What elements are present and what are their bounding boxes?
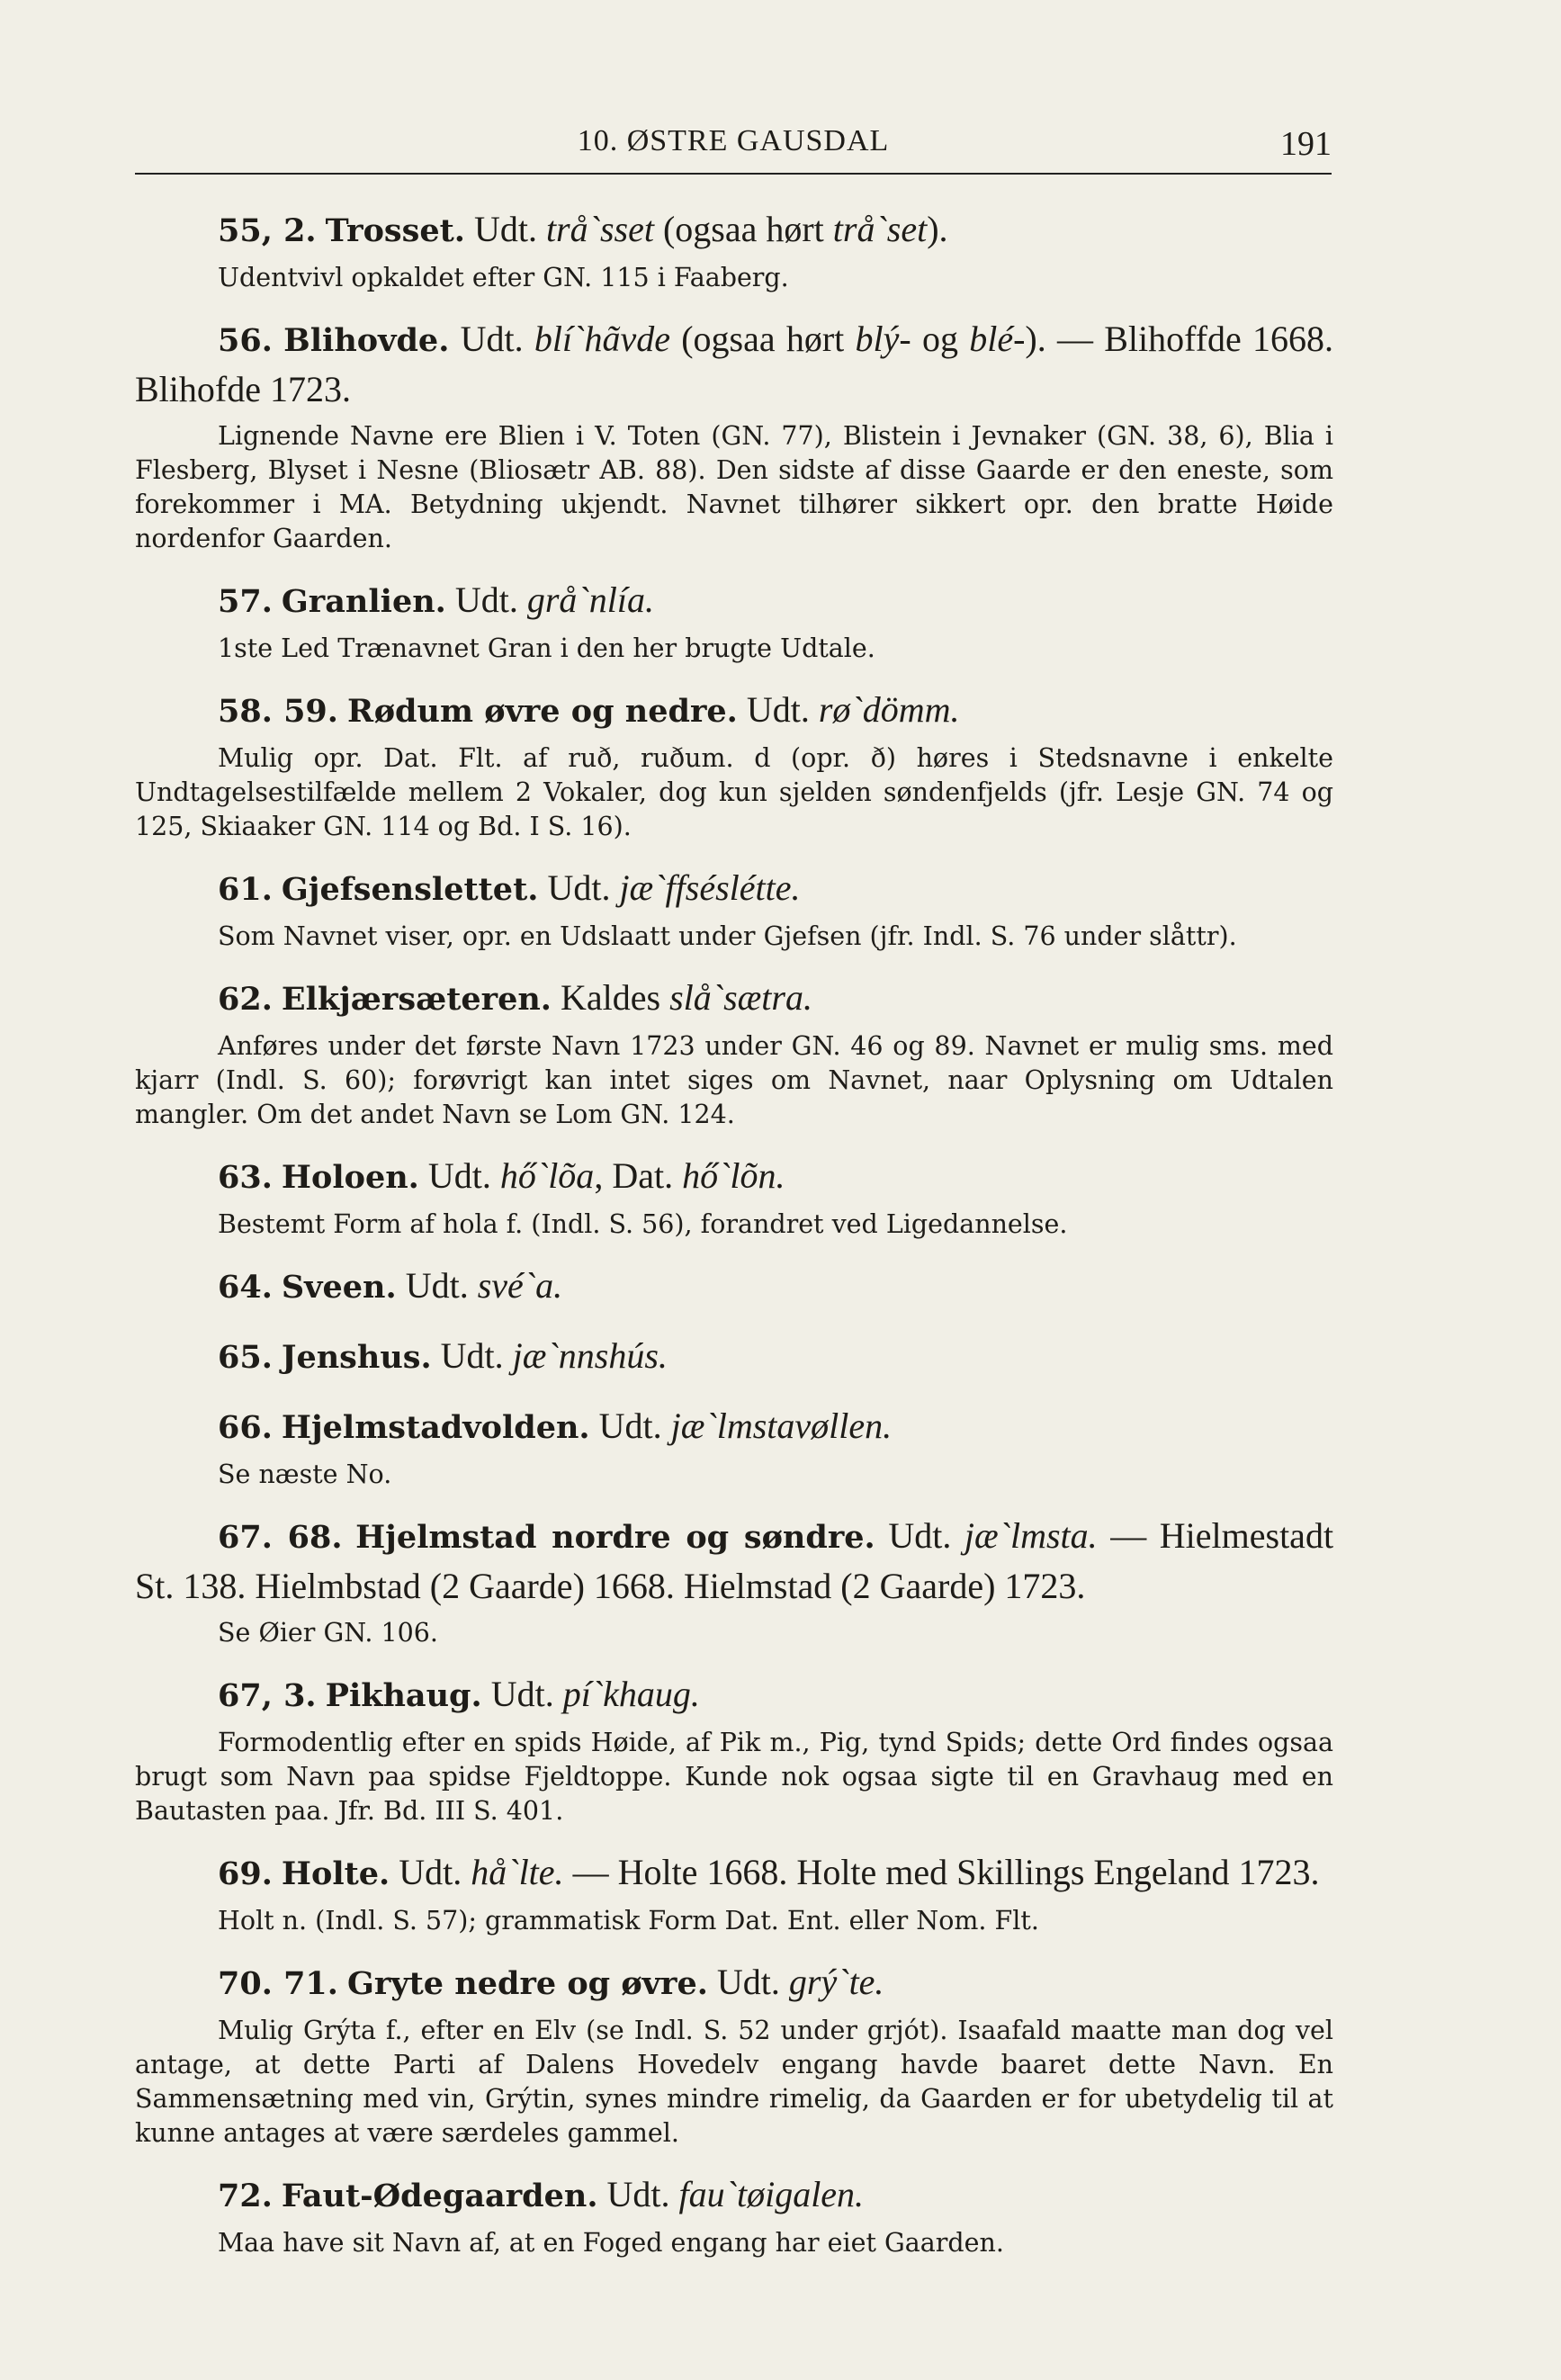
entry-58-59 xyxy=(135,686,1333,844)
entry-note: Mulig Grýta f., efter en Elv (se Indl. S. 52 under grjót). Isaafald maatte man dog vel antage, at dette Parti af Dalens Hovedelv engang havde baaret dette Navn. En Sammensætning med vin, Grýtin, synes mindre rimelig, da Gaarden er for ubetydelig til at kunne antages at være særdeles gammel. xyxy=(135,2016,1333,2148)
udt-label: Udt. xyxy=(473,209,537,249)
entry-note: Anføres under det første Navn 1723 under GN. 46 og 89. Navnet er mulig sms. med kjarr (Indl. S. 60); forøvrigt kan intet siges om Navnet, naar Oplysning om Udtalen mangler. Om det andet Navn se Lom GN. 124. xyxy=(135,1031,1333,1129)
pronunciation: jæ`lmstavøllen. xyxy=(670,1406,893,1446)
pronunciation: blé- xyxy=(969,319,1026,359)
udt-label: Udt. xyxy=(405,1265,469,1306)
entry-text: — Holte 1668. Holte med Skillings Engeland 1723. xyxy=(563,1852,1320,1892)
entry-note: Som Navnet viser, opr. en Udslaatt under Gjefsen (jfr. Indl. S. 76 under slåttr). xyxy=(218,921,1237,951)
pronunciation: grý`te. xyxy=(788,1962,884,2002)
entry-number: 61. xyxy=(218,871,273,908)
pronunciation: jæ`ffséslétte. xyxy=(619,867,801,908)
entry-text: — Hielmestadt St. 138. Hielmbstad (2 Gaarde) 1668. Hielmstad (2 Gaarde) 1723. xyxy=(135,1515,1334,1606)
pronunciation: fau`tøigalen. xyxy=(678,2174,865,2214)
pronunciation: slå`sætra. xyxy=(669,977,812,1018)
entry-number: 70. 71. xyxy=(218,1965,338,2002)
entry-number: 56. xyxy=(218,322,273,359)
header-rule xyxy=(135,173,1332,175)
entry-66 xyxy=(135,1402,1333,1492)
entry-57 xyxy=(135,576,1333,666)
pronunciation: blý- xyxy=(855,319,911,359)
entry-name: Sveen. xyxy=(281,1269,397,1306)
pronunciation: pí`khaug. xyxy=(562,1674,700,1714)
entry-note: Lignende Navne ere Blien i V. Toten (GN. 77), Blistein i Jevnaker (GN. 38, 6), Blia i Flesberg, Blyset i Nesne (Bliosætr AB. 88). Den sidste af disse Gaarde er den eneste, som forekommer i MA. Betydning ukjendt. Navnet tilhører sikkert opr. den bratte Høide nordenfor Gaarden. xyxy=(135,421,1333,553)
entry-note: Mulig opr. Dat. Flt. af ruð, ruðum. d (opr. ð) høres i Stedsnavne i enkelte Undtagelsestilfælde mellem 2 Vokaler, dog kun sjelden søndenfjelds (jfr. Lesje GN. 74 og 125, Skiaaker GN. 114 og Bd. I S. 16). xyxy=(135,743,1333,841)
entry-61 xyxy=(135,864,1333,954)
entry-name: Blihovde. xyxy=(283,322,450,359)
entry-name: Hjelmstad nordre og søndre. xyxy=(355,1519,875,1556)
udt-label: Udt. xyxy=(440,1335,504,1376)
pronunciation: trå`set xyxy=(832,209,928,249)
entry-text: (ogsaa hørt xyxy=(669,319,856,359)
entry-text: (ogsaa hørt xyxy=(653,209,833,249)
entry-67-3 xyxy=(135,1670,1333,1828)
entry-name: Holte. xyxy=(281,1855,390,1892)
entry-number: 65. xyxy=(218,1339,273,1376)
entry-note: Udentvivl opkaldet efter GN. 115 i Faaberg. xyxy=(218,263,789,292)
text-body xyxy=(135,205,1333,2280)
entry-text: ). xyxy=(927,209,948,249)
entry-name: Granlien. xyxy=(281,583,446,620)
entry-number: 57. xyxy=(218,583,273,620)
udt-label: Udt. xyxy=(460,319,524,359)
entry-number: 66. xyxy=(218,1409,273,1446)
pronunciation: rø`dömm. xyxy=(818,689,960,730)
pronunciation: jæ`nnshús. xyxy=(512,1335,668,1376)
entry-text: ). — Blihoffde 1668. Blihofde 1723. xyxy=(135,319,1334,409)
entry-number: 55, 2. xyxy=(218,212,317,249)
udt-label: Udt. xyxy=(598,1406,662,1446)
entry-number: 72. xyxy=(218,2178,273,2214)
entry-62 xyxy=(135,974,1333,1132)
entry-name: Pikhaug. xyxy=(325,1677,482,1714)
udt-label: Udt. xyxy=(888,1515,952,1556)
entry-note: Se Øier GN. 106. xyxy=(218,1618,438,1648)
udt-label: Udt. xyxy=(454,579,518,620)
entry-number: 58. 59. xyxy=(218,693,338,730)
pronunciation: hő`lõa xyxy=(499,1155,595,1196)
entry-72 xyxy=(135,2170,1333,2260)
entry-64 xyxy=(135,1262,1333,1312)
udt-label: Udt. xyxy=(606,2174,670,2214)
pronunciation: trå`sset xyxy=(545,209,654,249)
entry-number: 63. xyxy=(218,1159,273,1196)
entry-name: Holoen. xyxy=(281,1159,419,1196)
entry-67-68 xyxy=(135,1512,1333,1650)
entry-number: 62. xyxy=(218,981,273,1018)
entry-text: , Dat. xyxy=(594,1155,683,1196)
entry-name: Hjelmstadvolden. xyxy=(281,1409,590,1446)
pronunciation: blí`hãvde xyxy=(534,319,670,359)
entry-note: Se næste No. xyxy=(218,1459,392,1489)
udt-label: Udt. xyxy=(716,1962,780,2002)
running-title: 10. ØSTRE GAUSDAL xyxy=(577,124,890,157)
entry-56 xyxy=(135,315,1333,556)
pronunciation: jæ`lmsta. xyxy=(964,1515,1098,1556)
pronunciation: hő`lõn. xyxy=(682,1155,785,1196)
entry-note: Holt n. (Indl. S. 57); grammatisk Form Dat. Ent. eller Nom. Flt. xyxy=(218,1906,1039,1935)
entry-note: Formodentlig efter en spids Høide, af Pik m., Pig, tynd Spids; dette Ord findes ogsaa brugt som Navn paa spidse Fjeldtoppe. Kunde nok ogsaa sigte til en Gravhaug med en Bautasten paa. Jfr. Bd. III S. 401. xyxy=(135,1728,1333,1826)
entry-name: Faut-Ødegaarden. xyxy=(281,2178,598,2214)
udt-label: Udt. xyxy=(399,1852,462,1892)
udt-label: Udt. xyxy=(490,1674,554,1714)
entry-65 xyxy=(135,1332,1333,1382)
entry-text: og xyxy=(911,319,970,359)
entry-number: 64. xyxy=(218,1269,273,1306)
entry-70-71 xyxy=(135,1958,1333,2151)
entry-name: Gryte nedre og øvre. xyxy=(346,1965,708,2002)
udt-label: Udt. xyxy=(746,689,810,730)
entry-name: Elkjærsæteren. xyxy=(281,981,552,1018)
entry-63 xyxy=(135,1152,1333,1242)
udt-label: Kaldes xyxy=(560,977,661,1018)
entry-name: Gjefsenslettet. xyxy=(281,871,539,908)
entry-note: Maa have sit Navn af, at en Foged engang har eiet Gaarden. xyxy=(218,2228,1004,2258)
page-number: 191 xyxy=(1280,125,1332,163)
entry-number: 67. 68. xyxy=(218,1519,343,1556)
entry-name: Rødum øvre og nedre. xyxy=(346,693,738,730)
running-head xyxy=(135,124,1332,169)
entry-69 xyxy=(135,1848,1333,1938)
entry-note: Bestemt Form af hola f. (Indl. S. 56), forandret ved Ligedannelse. xyxy=(218,1209,1068,1239)
udt-label: Udt. xyxy=(427,1155,491,1196)
entry-note: 1ste Led Trænavnet Gran i den her brugte Udtale. xyxy=(218,633,875,663)
entry-name: Trosset. xyxy=(325,212,465,249)
entry-name: Jenshus. xyxy=(281,1339,432,1376)
entry-number: 69. xyxy=(218,1855,273,1892)
udt-label: Udt. xyxy=(547,867,611,908)
entry-55-2 xyxy=(135,205,1333,295)
pronunciation: své`a. xyxy=(477,1265,563,1306)
pronunciation: hå`lte. xyxy=(471,1852,564,1892)
entry-number: 67, 3. xyxy=(218,1677,317,1714)
pronunciation: grå`nlía. xyxy=(526,579,654,620)
